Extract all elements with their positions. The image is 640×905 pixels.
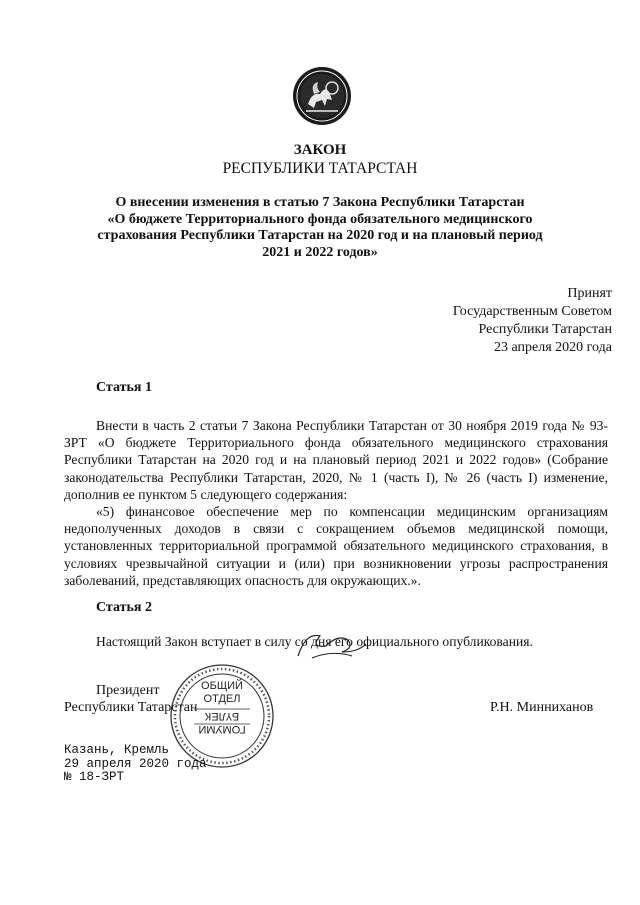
document-type: ЗАКОН: [293, 142, 347, 158]
article-1-paragraph: Внести в часть 2 статьи 7 Закона Республики Татарстан от 30 ноября 2019 года № 93-ЗРТ «О бюджете Территориального фонда обязательного медицинского страхования Республики Татарстан на 2020 год и на плановый период 2021 и 2022 годов» (Собрание законодательства Республики Татарстан, 2020, № 1 (часть I), № 26 (часть I) изменение, дополнив ее пунктом 5 следующего содержания:: [64, 418, 608, 502]
stamp-text: ОТДЕЛ: [203, 693, 241, 705]
article-2-paragraph: Настоящий Закон вступает в силу со дня его официального опубликования.: [96, 634, 533, 649]
adoption-line: Принят: [567, 286, 612, 301]
coat-of-arms-tatarstan-icon: [292, 66, 352, 126]
issue-date: 29 апреля 2020 года: [64, 756, 207, 771]
signature-icon: [292, 626, 370, 662]
article-2-heading: Статья 2: [96, 600, 152, 615]
signatory-title: Республики Татарстан: [64, 700, 198, 715]
stamp-text: ГОМУМИ: [198, 723, 246, 735]
subject-line: страхования Республики Татарстан на 2020 год и на плановый период: [97, 228, 543, 243]
article-1-body: [64, 417, 608, 589]
issue-details: [64, 744, 207, 785]
article-1-paragraph: «5) финансовое обеспечение мер по компенсации медицинским организациям недополученных доходов в связи с сокращением объемов медицинской помощи, установленных территориальной программой обязательного медицинского страхования, в условиях чрезвычайной ситуации и (или) при возникновении угрозы распространения заболеваний, представляющих опасность для окружающих.».: [64, 504, 608, 588]
adoption-line: Государственным Советом: [452, 304, 612, 319]
law-subject: [70, 195, 570, 261]
adoption-date: 23 апреля 2020 года: [494, 340, 612, 355]
subject-line: О внесении изменения в статью 7 Закона Республики Татарстан: [115, 195, 525, 210]
adoption-block: [453, 285, 612, 357]
subject-line: 2021 и 2022 годов»: [262, 244, 378, 260]
signatory-title: Президент: [96, 683, 160, 698]
stamp-text: БҮЛЕК: [204, 710, 240, 722]
adoption-line: Республики Татарстан: [478, 322, 612, 337]
signatory-name: Р.Н. Минниханов: [490, 700, 594, 715]
article-1-heading: Статья 1: [96, 380, 152, 395]
subject-line: «О бюджете Территориального фонда обязательного медицинского: [107, 211, 533, 227]
stamp-text: ОБЩИЙ: [201, 680, 243, 692]
issue-place: Казань, Кремль: [64, 743, 170, 757]
issue-number: № 18-ЗРТ: [64, 770, 125, 784]
issuing-authority: РЕСПУБЛИКИ ТАТАРСТАН: [222, 160, 418, 177]
